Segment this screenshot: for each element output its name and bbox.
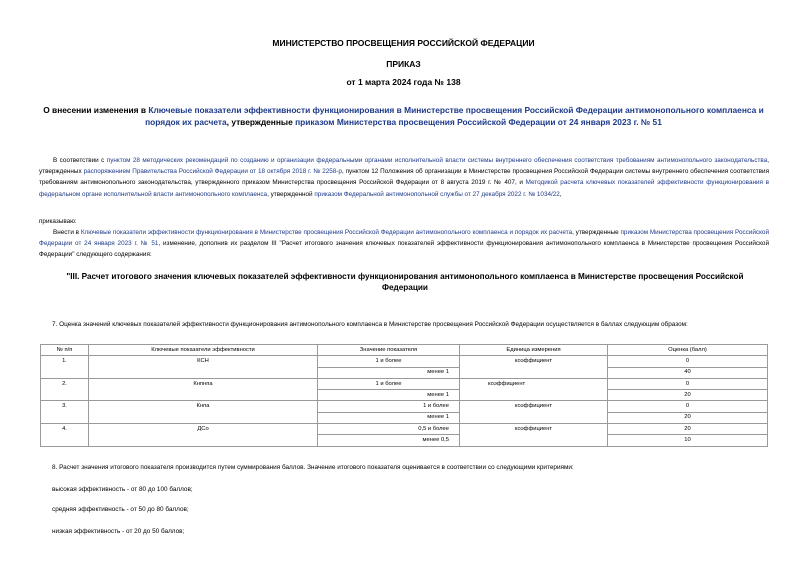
ministry-heading: МИНИСТЕРСТВО ПРОСВЕЩЕНИЯ РОССИЙСКОЙ ФЕДЕРАЦИИ [272,38,535,48]
instruction-text-2: , утвержденные [572,229,621,236]
header-score: Оценка (балл) [608,345,768,356]
row-indicator: Кнпа [89,401,318,412]
row-value: менее 1 [318,412,460,423]
table-row [41,401,768,412]
table-row [41,390,768,401]
item-8: 8. Расчет значения итогового показателя производится путем суммирования баллов. Значение итогового показателя оценивается в соответствии со следующими критериями: [52,464,574,471]
title-link-order-51[interactable]: приказом Министерства просвещения Российской Федерации от 24 января 2023 г. № 51 [295,117,662,127]
preamble-text-5: , [559,190,562,198]
instruction-text-3: , изменение, дополнив их разделом III "Расчет итогового значения ключевых показателей эффективности функционирования антимонопольного комплаенса в Министерстве просвещения Российской Федерации" следующего содержания: [39,240,769,259]
row-unit: коэффициент [460,401,608,412]
preamble-link-decree-2258[interactable]: распоряжением Правительства Российской Федерации от 18 октября 2018 г. № 2258-р [83,168,342,176]
preamble-text-4: , утвержденной [267,190,315,198]
table-row [41,367,768,378]
row-value: 1 и более [318,356,460,367]
row-number: 3. [41,401,89,412]
table-row [41,424,768,435]
header-number: № п/п [41,345,89,356]
row-indicator: Кнпнпа [89,378,318,389]
row-score: 0 [608,401,768,412]
row-score: 20 [608,390,768,401]
header-indicator: Ключевые показатели эффективности [89,345,318,356]
title-text-2: , утвержденные [226,117,296,127]
row-indicator: ДСо [89,424,318,435]
instruction-paragraph [39,227,769,261]
row-number: 4. [41,424,89,435]
instruction-link-order-51[interactable]: приказом Министерства просвещения Российской Федерации от 24 января 2023 г. № 51 [39,229,769,248]
row-value: менее 0,5 [318,435,460,446]
row-number: 1. [41,356,89,367]
table-row [41,378,768,389]
row-score: 40 [608,367,768,378]
row-number: 2. [41,378,89,389]
row-score: 20 [608,412,768,423]
row-score: 10 [608,435,768,446]
preamble-text-2: , утвержденных [39,157,769,176]
row-unit: коэффициент [460,424,608,435]
row-score: 0 [608,378,768,389]
header-value: Значение показателя [318,345,460,356]
row-value: менее 1 [318,367,460,378]
table-row [41,356,768,367]
criterion-low: низкая эффективность - от 20 до 50 баллов; [52,528,185,535]
row-unit: коэффициент [460,356,608,367]
preamble-text-3: , пунктом 12 Положения об организации в Министерстве просвещения Российской Федерации системы внутреннего обеспечения соответствия требованиям антимонопольного законодательства, утвержденного приказом Министерства просвещения Российской Федерации от 8 августа 2019 г. № 407, и [39,168,770,187]
order-word: приказываю: [39,218,77,225]
document-title [40,104,767,128]
row-value: 1 и более [318,401,460,412]
row-unit: коэффициент [460,378,608,389]
order-heading: ПРИКАЗ [386,59,421,69]
criterion-high: высокая эффективность - от 80 до 100 баллов; [52,486,193,493]
kpi-table [40,344,768,447]
title-text-1: О внесении изменения в [43,105,149,115]
table-row [41,435,768,446]
row-score: 0 [608,356,768,367]
row-indicator: КСН [89,356,318,367]
row-score: 20 [608,424,768,435]
preamble-link-methodology[interactable]: Методикой расчета ключевых показателей эффективности функционирования в федеральном органе исполнительной власти антимонопольного комплаенса [39,179,769,198]
item-7: 7. Оценка значений ключевых показателей эффективности функционирования антимонопольного комплаенса в Министерстве просвещения Российской Федерации осуществляется в баллах следующим образом: [52,321,688,328]
section-iii-title: "III. Расчет итогового значения ключевых показателей эффективности функционирования антимонопольного комплаенса в Министерстве просвещения Российской Федерации [66,272,744,292]
instruction-link-kpi[interactable]: Ключевые показатели эффективности функционирования в Министерстве просвещения Российской Федерации антимонопольного комплаенса и порядок их расчета [80,229,573,236]
header-unit: Единица измерения [460,345,608,356]
row-value: 0,5 и более [318,424,460,435]
row-value: 1 и более [318,378,460,389]
table-header-row [41,345,768,356]
preamble-text-1: В соответствии с [53,157,107,164]
table-row [41,412,768,423]
preamble-paragraph [39,155,769,200]
row-value: менее 1 [318,390,460,401]
preamble-link-fas-order[interactable]: приказом Федеральной антимонопольной службы от 27 декабря 2022 г. № 1034/22 [314,190,560,198]
criterion-medium: средняя эффективность - от 50 до 80 баллов; [52,506,189,513]
title-link-kpi[interactable]: Ключевые показатели эффективности функционирования в Министерстве просвещения Российской Федерации антимонопольного комплаенса и порядок их расчета [145,105,764,127]
preamble-link-recommendations[interactable]: пунктом 28 методических рекомендаций по созданию и организации федеральными органами исполнительной власти системы внутреннего обеспечения соответствия требованиям антимонопольного законодательства [106,157,768,164]
order-date-number: от 1 марта 2024 года № 138 [346,77,461,87]
instruction-text-1: Внести в [53,229,81,236]
